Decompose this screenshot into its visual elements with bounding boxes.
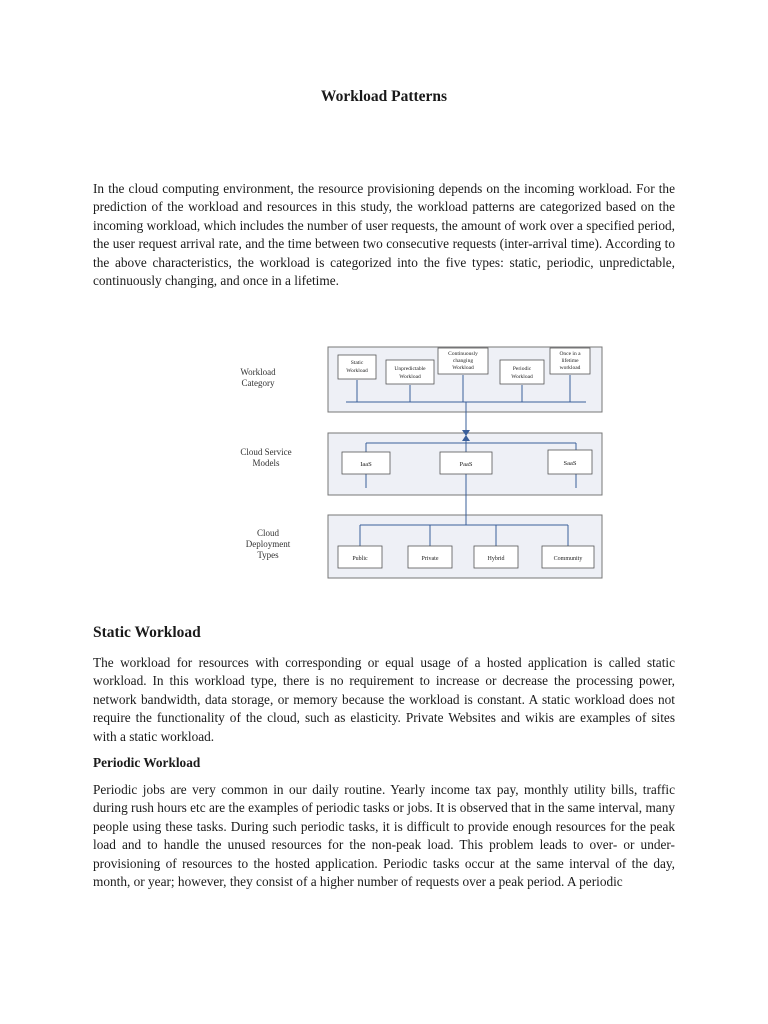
svg-text:PaaS: PaaS: [459, 461, 473, 468]
workload-category-diagram: [226, 340, 606, 590]
svg-text:Workload: Workload: [399, 374, 421, 380]
svg-text:SaaS: SaaS: [563, 460, 577, 467]
row-label-deployment: [246, 528, 291, 560]
svg-text:Continuously: Continuously: [448, 351, 478, 357]
svg-text:Unpredictable: Unpredictable: [394, 366, 426, 372]
svg-text:workload: workload: [559, 365, 581, 371]
row-label-workload: [240, 367, 276, 388]
page-title: Workload Patterns: [320, 88, 448, 105]
svg-text:Deployment: Deployment: [245, 539, 291, 549]
box-static-workload: [338, 355, 376, 379]
svg-text:Static: Static: [350, 360, 364, 366]
svg-text:Private: Private: [421, 556, 439, 562]
svg-text:Workload: Workload: [346, 368, 368, 374]
row-label-service: [240, 447, 291, 468]
svg-text:Cloud: Cloud: [256, 528, 280, 538]
box-public: [338, 546, 382, 568]
box-unpredictable-workload: [386, 360, 434, 384]
svg-text:Types: Types: [257, 550, 279, 560]
box-periodic-workload: [500, 360, 544, 384]
svg-text:lifetime: lifetime: [561, 358, 579, 364]
svg-text:Models: Models: [252, 458, 280, 468]
svg-text:Public: Public: [352, 556, 368, 562]
svg-text:Hybrid: Hybrid: [487, 556, 505, 562]
box-community: [542, 546, 594, 568]
svg-text:Cloud Service: Cloud Service: [240, 447, 292, 457]
svg-text:Periodic: Periodic: [512, 366, 532, 372]
box-paas: [440, 452, 492, 474]
periodic-workload-heading: Periodic Workload: [93, 755, 201, 770]
periodic-workload-paragraph: Periodic jobs are very common in our daily routine. Yearly income tax pay, monthly utility bills, traffic during rush hours etc are the examples of periodic tasks or jobs. It is observed that in the same interval, many people using these tasks. During such periodic tasks, it is difficult to provide enough resources for the peak load and to handle the unused resources for the non-peak load. This problem leads to over- or under-provisioning of resources to the hosted application. Periodic tasks occur at the same interval of the day, month, or year; however, they consist of a higher number of requests over a peak period. A periodic: [93, 782, 675, 890]
intro-paragraph: In the cloud computing environment, the resource provisioning depends on the incoming workload. For the prediction of the workload and resources in this study, the workload patterns are categorized based on the incoming workload, which includes the number of user requests, the amount of work over a specified period, the user request arrival rate, and the time between two consecutive requests (inter-arrival time). According to the above characteristics, the workload is categorized into the five types: static, periodic, unpredictable, continuously changing, and once in a lifetime.: [93, 181, 675, 289]
box-saas: [548, 450, 592, 474]
static-workload-heading: Static Workload: [93, 624, 201, 641]
svg-text:Workload: Workload: [452, 365, 474, 371]
box-continuous-workload: [438, 348, 488, 374]
box-private: [408, 546, 452, 568]
svg-text:Community: Community: [553, 556, 583, 562]
svg-text:Once in a: Once in a: [559, 351, 581, 357]
svg-text:Category: Category: [241, 378, 275, 388]
static-workload-paragraph: The workload for resources with corresponding or equal usage of a hosted application is called static workload. In this workload type, there is no requirement to increase or decrease the processing power, network bandwidth, data storage, or memory because the workload is constant. A static workload does not require the functionality of the cloud, such as elasticity. Private Websites and wikis are examples of sites with a static workload.: [93, 655, 675, 744]
box-once-lifetime-workload: [550, 348, 590, 374]
svg-text:Workload: Workload: [511, 374, 533, 380]
svg-text:IaaS: IaaS: [360, 461, 372, 468]
box-hybrid: [474, 546, 518, 568]
box-iaas: [342, 452, 390, 474]
svg-text:Workload: Workload: [240, 367, 276, 377]
svg-text:changing: changing: [452, 358, 474, 364]
